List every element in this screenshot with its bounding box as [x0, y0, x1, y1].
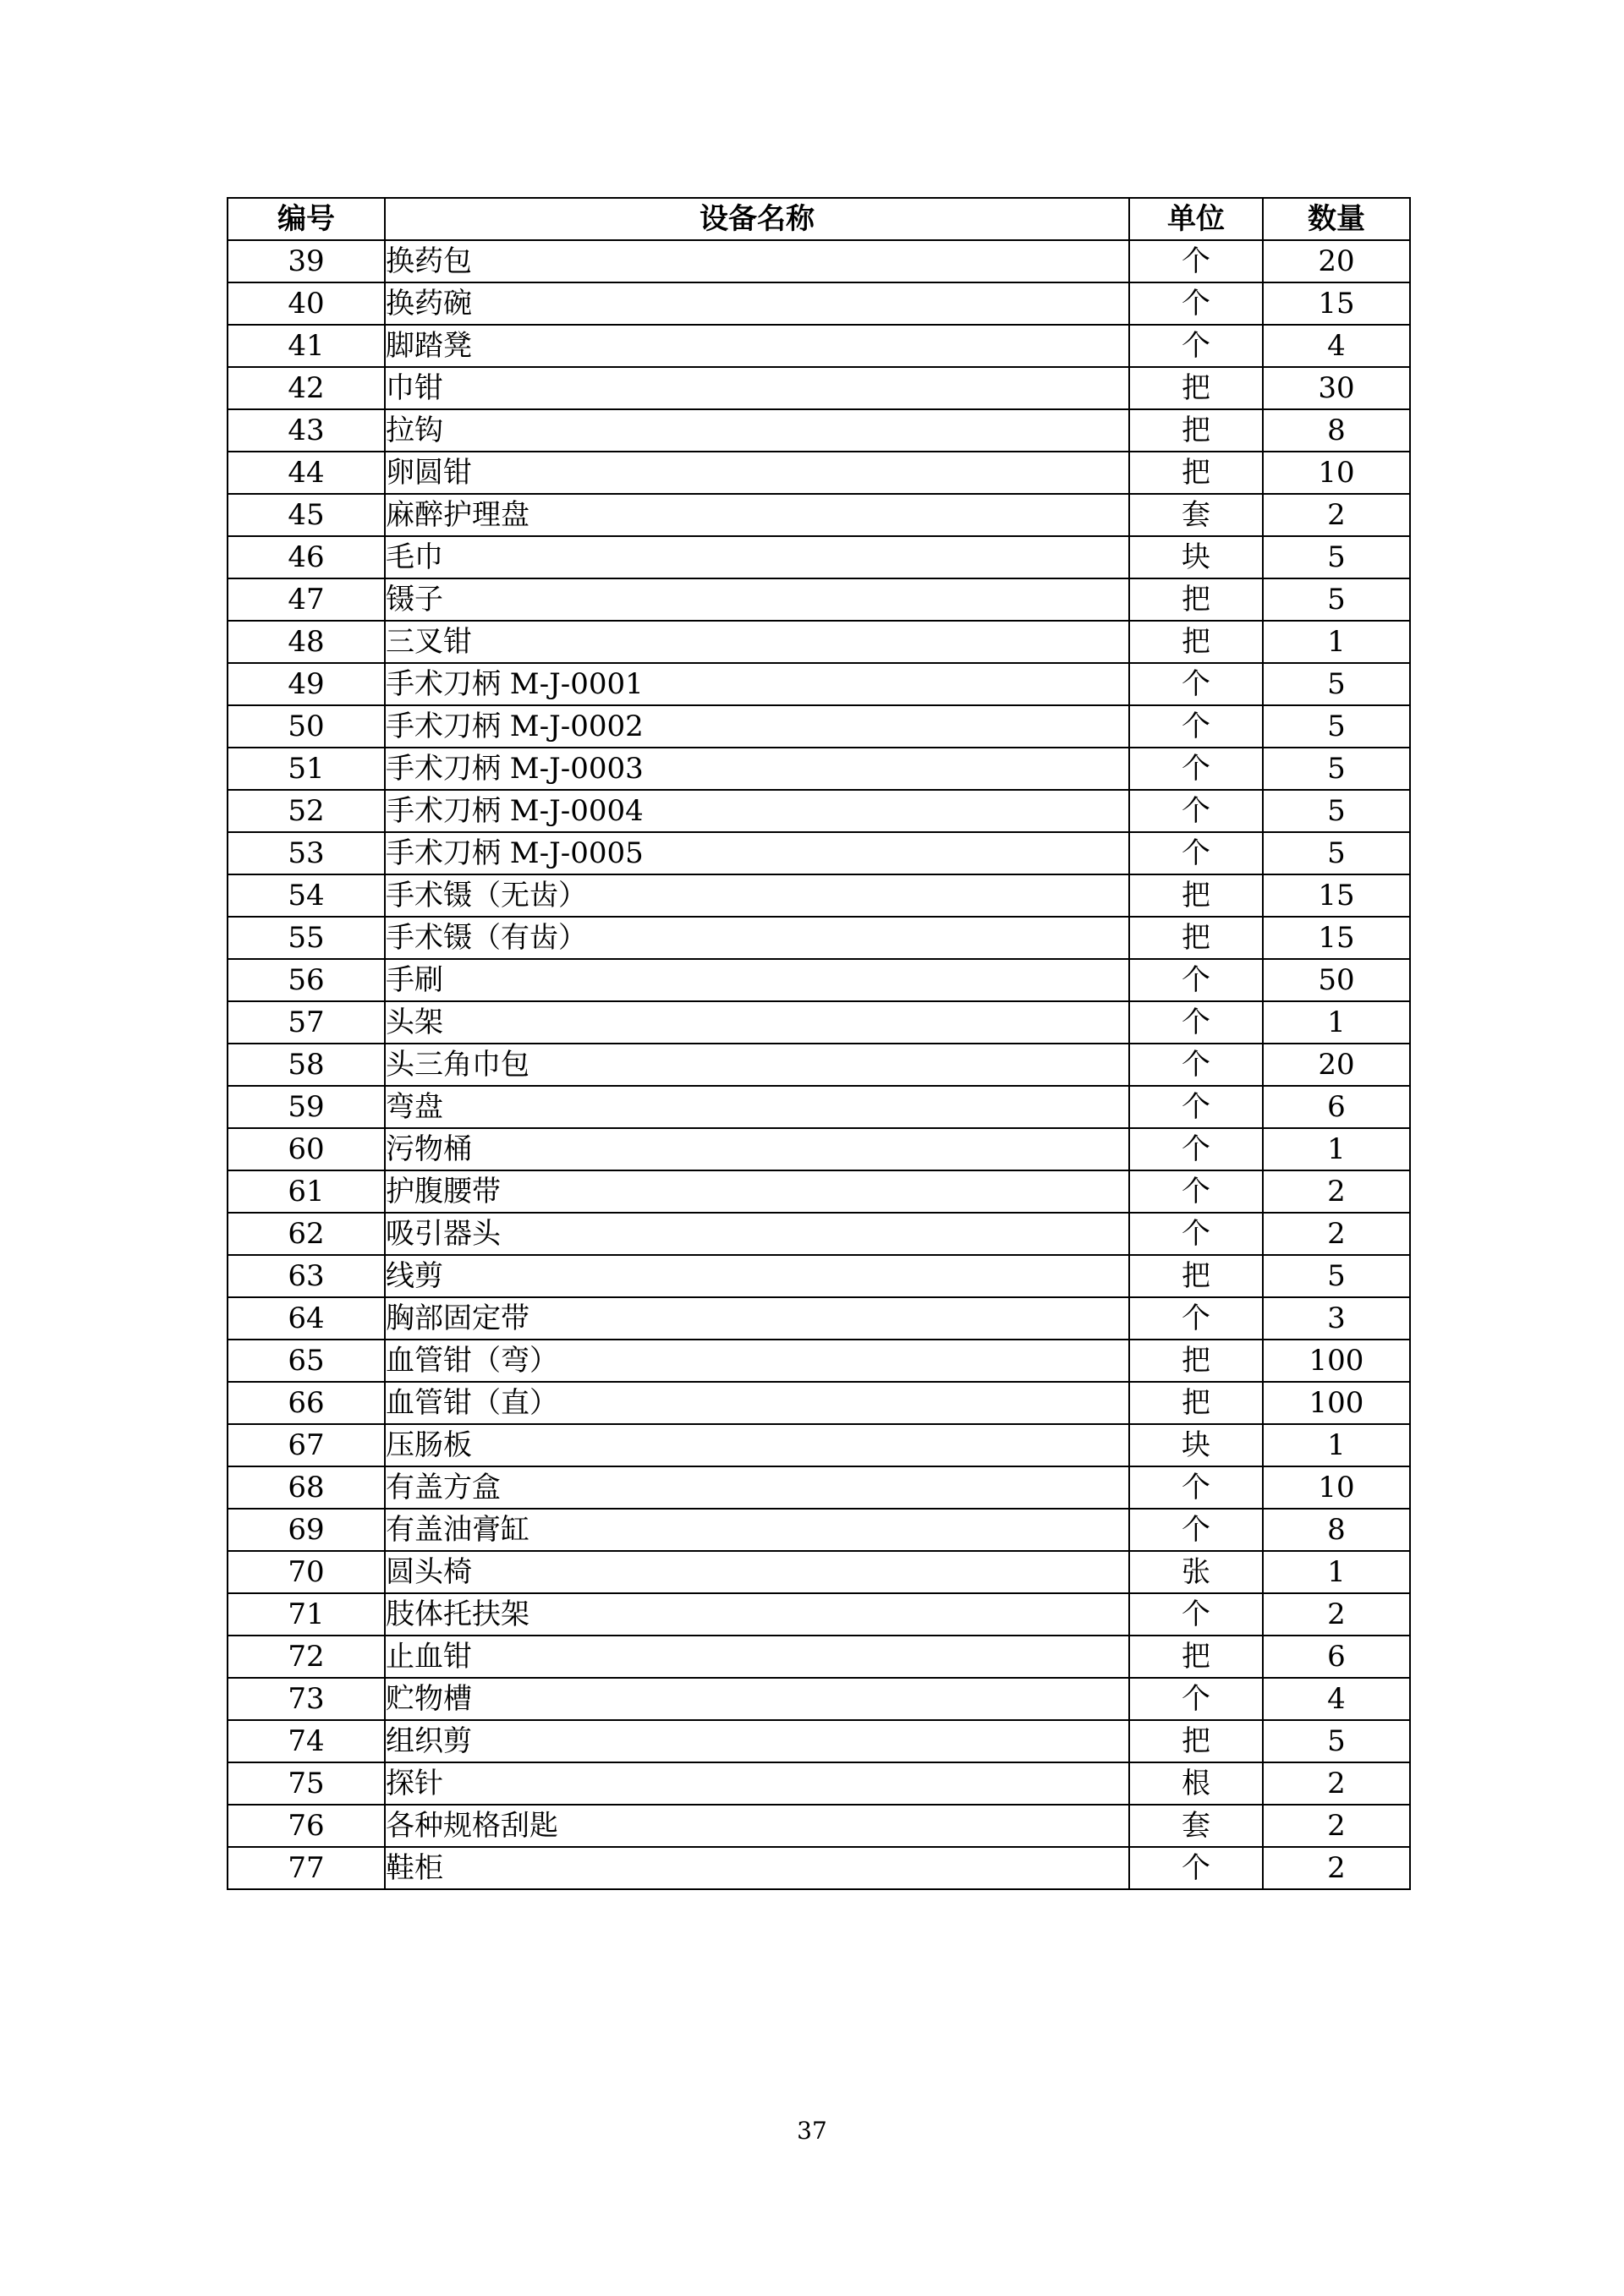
table-row: [228, 1509, 1410, 1551]
cell-name: 三叉钳: [385, 621, 1129, 663]
cell-name: 圆头椅: [385, 1551, 1129, 1593]
cell-name: 换药碗: [385, 282, 1129, 325]
cell-quantity: 5: [1263, 536, 1410, 578]
cell-name: 手术镊（无齿）: [385, 874, 1129, 917]
cell-number: 75: [228, 1762, 385, 1805]
cell-unit: 个: [1129, 1044, 1263, 1086]
table-row: [228, 748, 1410, 790]
cell-name: 止血钳: [385, 1636, 1129, 1678]
cell-name: 拉钩: [385, 409, 1129, 452]
cell-number: 62: [228, 1213, 385, 1255]
cell-number: 45: [228, 494, 385, 536]
header-quantity: 数量: [1263, 198, 1410, 240]
cell-unit: 把: [1129, 452, 1263, 494]
table-row: [228, 1001, 1410, 1044]
cell-name: 巾钳: [385, 367, 1129, 409]
cell-unit: 个: [1129, 282, 1263, 325]
cell-unit: 把: [1129, 409, 1263, 452]
cell-number: 77: [228, 1847, 385, 1889]
cell-unit: 把: [1129, 578, 1263, 621]
cell-unit: 把: [1129, 1720, 1263, 1762]
cell-name: 污物桶: [385, 1128, 1129, 1170]
cell-unit: 个: [1129, 790, 1263, 832]
cell-quantity: 1: [1263, 1128, 1410, 1170]
cell-quantity: 8: [1263, 409, 1410, 452]
cell-number: 64: [228, 1297, 385, 1340]
cell-name: 各种规格刮匙: [385, 1805, 1129, 1847]
table-row: [228, 874, 1410, 917]
cell-quantity: 5: [1263, 1720, 1410, 1762]
cell-unit: 个: [1129, 1128, 1263, 1170]
table-row: [228, 1720, 1410, 1762]
cell-unit: 个: [1129, 959, 1263, 1001]
cell-name: 麻醉护理盘: [385, 494, 1129, 536]
cell-unit: 块: [1129, 1424, 1263, 1466]
cell-quantity: 20: [1263, 240, 1410, 282]
cell-name: 压肠板: [385, 1424, 1129, 1466]
cell-quantity: 2: [1263, 1762, 1410, 1805]
cell-number: 71: [228, 1593, 385, 1636]
table-row: [228, 1382, 1410, 1424]
cell-number: 44: [228, 452, 385, 494]
cell-unit: 套: [1129, 494, 1263, 536]
table-row: [228, 1805, 1410, 1847]
table-row: [228, 917, 1410, 959]
cell-unit: 把: [1129, 621, 1263, 663]
cell-name: 手术刀柄 M-J-0003: [385, 748, 1129, 790]
table-row: [228, 1255, 1410, 1297]
cell-number: 46: [228, 536, 385, 578]
table-row: [228, 1678, 1410, 1720]
table-row: [228, 1762, 1410, 1805]
cell-name: 弯盘: [385, 1086, 1129, 1128]
cell-number: 56: [228, 959, 385, 1001]
cell-name: 卵圆钳: [385, 452, 1129, 494]
cell-name: 手术刀柄 M-J-0004: [385, 790, 1129, 832]
cell-quantity: 5: [1263, 748, 1410, 790]
cell-quantity: 5: [1263, 705, 1410, 748]
table-row: [228, 409, 1410, 452]
cell-quantity: 2: [1263, 1170, 1410, 1213]
cell-number: 42: [228, 367, 385, 409]
cell-number: 76: [228, 1805, 385, 1847]
cell-unit: 个: [1129, 1170, 1263, 1213]
cell-unit: 个: [1129, 1297, 1263, 1340]
cell-unit: 把: [1129, 874, 1263, 917]
cell-quantity: 5: [1263, 578, 1410, 621]
cell-number: 52: [228, 790, 385, 832]
cell-unit: 把: [1129, 1636, 1263, 1678]
cell-number: 63: [228, 1255, 385, 1297]
cell-quantity: 15: [1263, 874, 1410, 917]
cell-quantity: 100: [1263, 1340, 1410, 1382]
table-body: [228, 240, 1410, 1889]
cell-number: 47: [228, 578, 385, 621]
cell-quantity: 100: [1263, 1382, 1410, 1424]
cell-quantity: 1: [1263, 621, 1410, 663]
cell-name: 肢体托扶架: [385, 1593, 1129, 1636]
cell-unit: 套: [1129, 1805, 1263, 1847]
cell-unit: 个: [1129, 240, 1263, 282]
cell-quantity: 2: [1263, 1593, 1410, 1636]
cell-number: 48: [228, 621, 385, 663]
cell-quantity: 10: [1263, 1466, 1410, 1509]
cell-number: 51: [228, 748, 385, 790]
cell-name: 脚踏凳: [385, 325, 1129, 367]
table-row: [228, 1044, 1410, 1086]
cell-quantity: 3: [1263, 1297, 1410, 1340]
table-row: [228, 1551, 1410, 1593]
cell-name: 镊子: [385, 578, 1129, 621]
cell-name: 组织剪: [385, 1720, 1129, 1762]
table-row: [228, 1847, 1410, 1889]
table-row: [228, 1297, 1410, 1340]
cell-number: 72: [228, 1636, 385, 1678]
table-row: [228, 1466, 1410, 1509]
cell-unit: 个: [1129, 325, 1263, 367]
cell-name: 毛巾: [385, 536, 1129, 578]
cell-quantity: 5: [1263, 663, 1410, 705]
table-row: [228, 621, 1410, 663]
cell-quantity: 1: [1263, 1424, 1410, 1466]
cell-quantity: 20: [1263, 1044, 1410, 1086]
cell-name: 有盖方盒: [385, 1466, 1129, 1509]
equipment-table: [227, 197, 1411, 1890]
header-name: 设备名称: [385, 198, 1129, 240]
cell-name: 手术刀柄 M-J-0001: [385, 663, 1129, 705]
cell-unit: 个: [1129, 1678, 1263, 1720]
cell-unit: 个: [1129, 705, 1263, 748]
cell-number: 70: [228, 1551, 385, 1593]
cell-name: 吸引器头: [385, 1213, 1129, 1255]
cell-quantity: 6: [1263, 1086, 1410, 1128]
cell-number: 39: [228, 240, 385, 282]
cell-number: 67: [228, 1424, 385, 1466]
cell-quantity: 50: [1263, 959, 1410, 1001]
cell-name: 鞋柜: [385, 1847, 1129, 1889]
cell-unit: 把: [1129, 917, 1263, 959]
cell-number: 58: [228, 1044, 385, 1086]
cell-number: 60: [228, 1128, 385, 1170]
cell-name: 换药包: [385, 240, 1129, 282]
cell-unit: 个: [1129, 1001, 1263, 1044]
table-row: [228, 536, 1410, 578]
cell-number: 59: [228, 1086, 385, 1128]
cell-number: 69: [228, 1509, 385, 1551]
cell-number: 65: [228, 1340, 385, 1382]
cell-number: 55: [228, 917, 385, 959]
table-row: [228, 282, 1410, 325]
cell-quantity: 8: [1263, 1509, 1410, 1551]
cell-unit: 个: [1129, 1593, 1263, 1636]
cell-unit: 个: [1129, 832, 1263, 874]
cell-unit: 个: [1129, 1466, 1263, 1509]
table-row: [228, 705, 1410, 748]
cell-unit: 个: [1129, 1213, 1263, 1255]
table-row: [228, 663, 1410, 705]
cell-name: 血管钳（弯）: [385, 1340, 1129, 1382]
cell-number: 74: [228, 1720, 385, 1762]
cell-unit: 个: [1129, 748, 1263, 790]
table-row: [228, 240, 1410, 282]
cell-number: 53: [228, 832, 385, 874]
table-row: [228, 325, 1410, 367]
table-row: [228, 1086, 1410, 1128]
cell-number: 41: [228, 325, 385, 367]
cell-name: 贮物槽: [385, 1678, 1129, 1720]
cell-name: 护腹腰带: [385, 1170, 1129, 1213]
cell-number: 49: [228, 663, 385, 705]
cell-number: 40: [228, 282, 385, 325]
cell-quantity: 30: [1263, 367, 1410, 409]
cell-quantity: 1: [1263, 1551, 1410, 1593]
table-row: [228, 1213, 1410, 1255]
cell-unit: 把: [1129, 1340, 1263, 1382]
cell-name: 手术刀柄 M-J-0002: [385, 705, 1129, 748]
cell-quantity: 15: [1263, 282, 1410, 325]
cell-quantity: 5: [1263, 1255, 1410, 1297]
cell-name: 手刷: [385, 959, 1129, 1001]
cell-name: 手术刀柄 M-J-0005: [385, 832, 1129, 874]
cell-name: 胸部固定带: [385, 1297, 1129, 1340]
cell-quantity: 5: [1263, 832, 1410, 874]
table-row: [228, 1593, 1410, 1636]
cell-quantity: 4: [1263, 1678, 1410, 1720]
header-unit: 单位: [1129, 198, 1263, 240]
cell-quantity: 2: [1263, 1847, 1410, 1889]
table-row: [228, 1340, 1410, 1382]
cell-number: 57: [228, 1001, 385, 1044]
cell-quantity: 2: [1263, 1805, 1410, 1847]
table-row: [228, 578, 1410, 621]
cell-name: 探针: [385, 1762, 1129, 1805]
table-row: [228, 790, 1410, 832]
table-row: [228, 832, 1410, 874]
cell-unit: 个: [1129, 1509, 1263, 1551]
table-header-row: [228, 198, 1410, 240]
table-row: [228, 494, 1410, 536]
page-number: 37: [797, 2117, 827, 2145]
cell-unit: 张: [1129, 1551, 1263, 1593]
cell-quantity: 10: [1263, 452, 1410, 494]
cell-quantity: 2: [1263, 494, 1410, 536]
cell-number: 61: [228, 1170, 385, 1213]
cell-unit: 把: [1129, 1255, 1263, 1297]
cell-unit: 把: [1129, 1382, 1263, 1424]
cell-number: 73: [228, 1678, 385, 1720]
cell-number: 43: [228, 409, 385, 452]
cell-quantity: 2: [1263, 1213, 1410, 1255]
table-row: [228, 1128, 1410, 1170]
table-row: [228, 367, 1410, 409]
table-row: [228, 959, 1410, 1001]
cell-quantity: 15: [1263, 917, 1410, 959]
cell-name: 有盖油膏缸: [385, 1509, 1129, 1551]
cell-name: 头架: [385, 1001, 1129, 1044]
cell-unit: 块: [1129, 536, 1263, 578]
cell-name: 头三角巾包: [385, 1044, 1129, 1086]
cell-number: 50: [228, 705, 385, 748]
table-row: [228, 1170, 1410, 1213]
cell-quantity: 1: [1263, 1001, 1410, 1044]
header-number: 编号: [228, 198, 385, 240]
cell-unit: 个: [1129, 1847, 1263, 1889]
cell-number: 54: [228, 874, 385, 917]
table-row: [228, 1636, 1410, 1678]
cell-unit: 个: [1129, 663, 1263, 705]
cell-quantity: 5: [1263, 790, 1410, 832]
cell-name: 手术镊（有齿）: [385, 917, 1129, 959]
cell-quantity: 6: [1263, 1636, 1410, 1678]
table-row: [228, 1424, 1410, 1466]
cell-name: 血管钳（直）: [385, 1382, 1129, 1424]
cell-number: 66: [228, 1382, 385, 1424]
cell-unit: 把: [1129, 367, 1263, 409]
cell-unit: 个: [1129, 1086, 1263, 1128]
cell-quantity: 4: [1263, 325, 1410, 367]
table-row: [228, 452, 1410, 494]
cell-number: 68: [228, 1466, 385, 1509]
cell-name: 线剪: [385, 1255, 1129, 1297]
cell-unit: 根: [1129, 1762, 1263, 1805]
